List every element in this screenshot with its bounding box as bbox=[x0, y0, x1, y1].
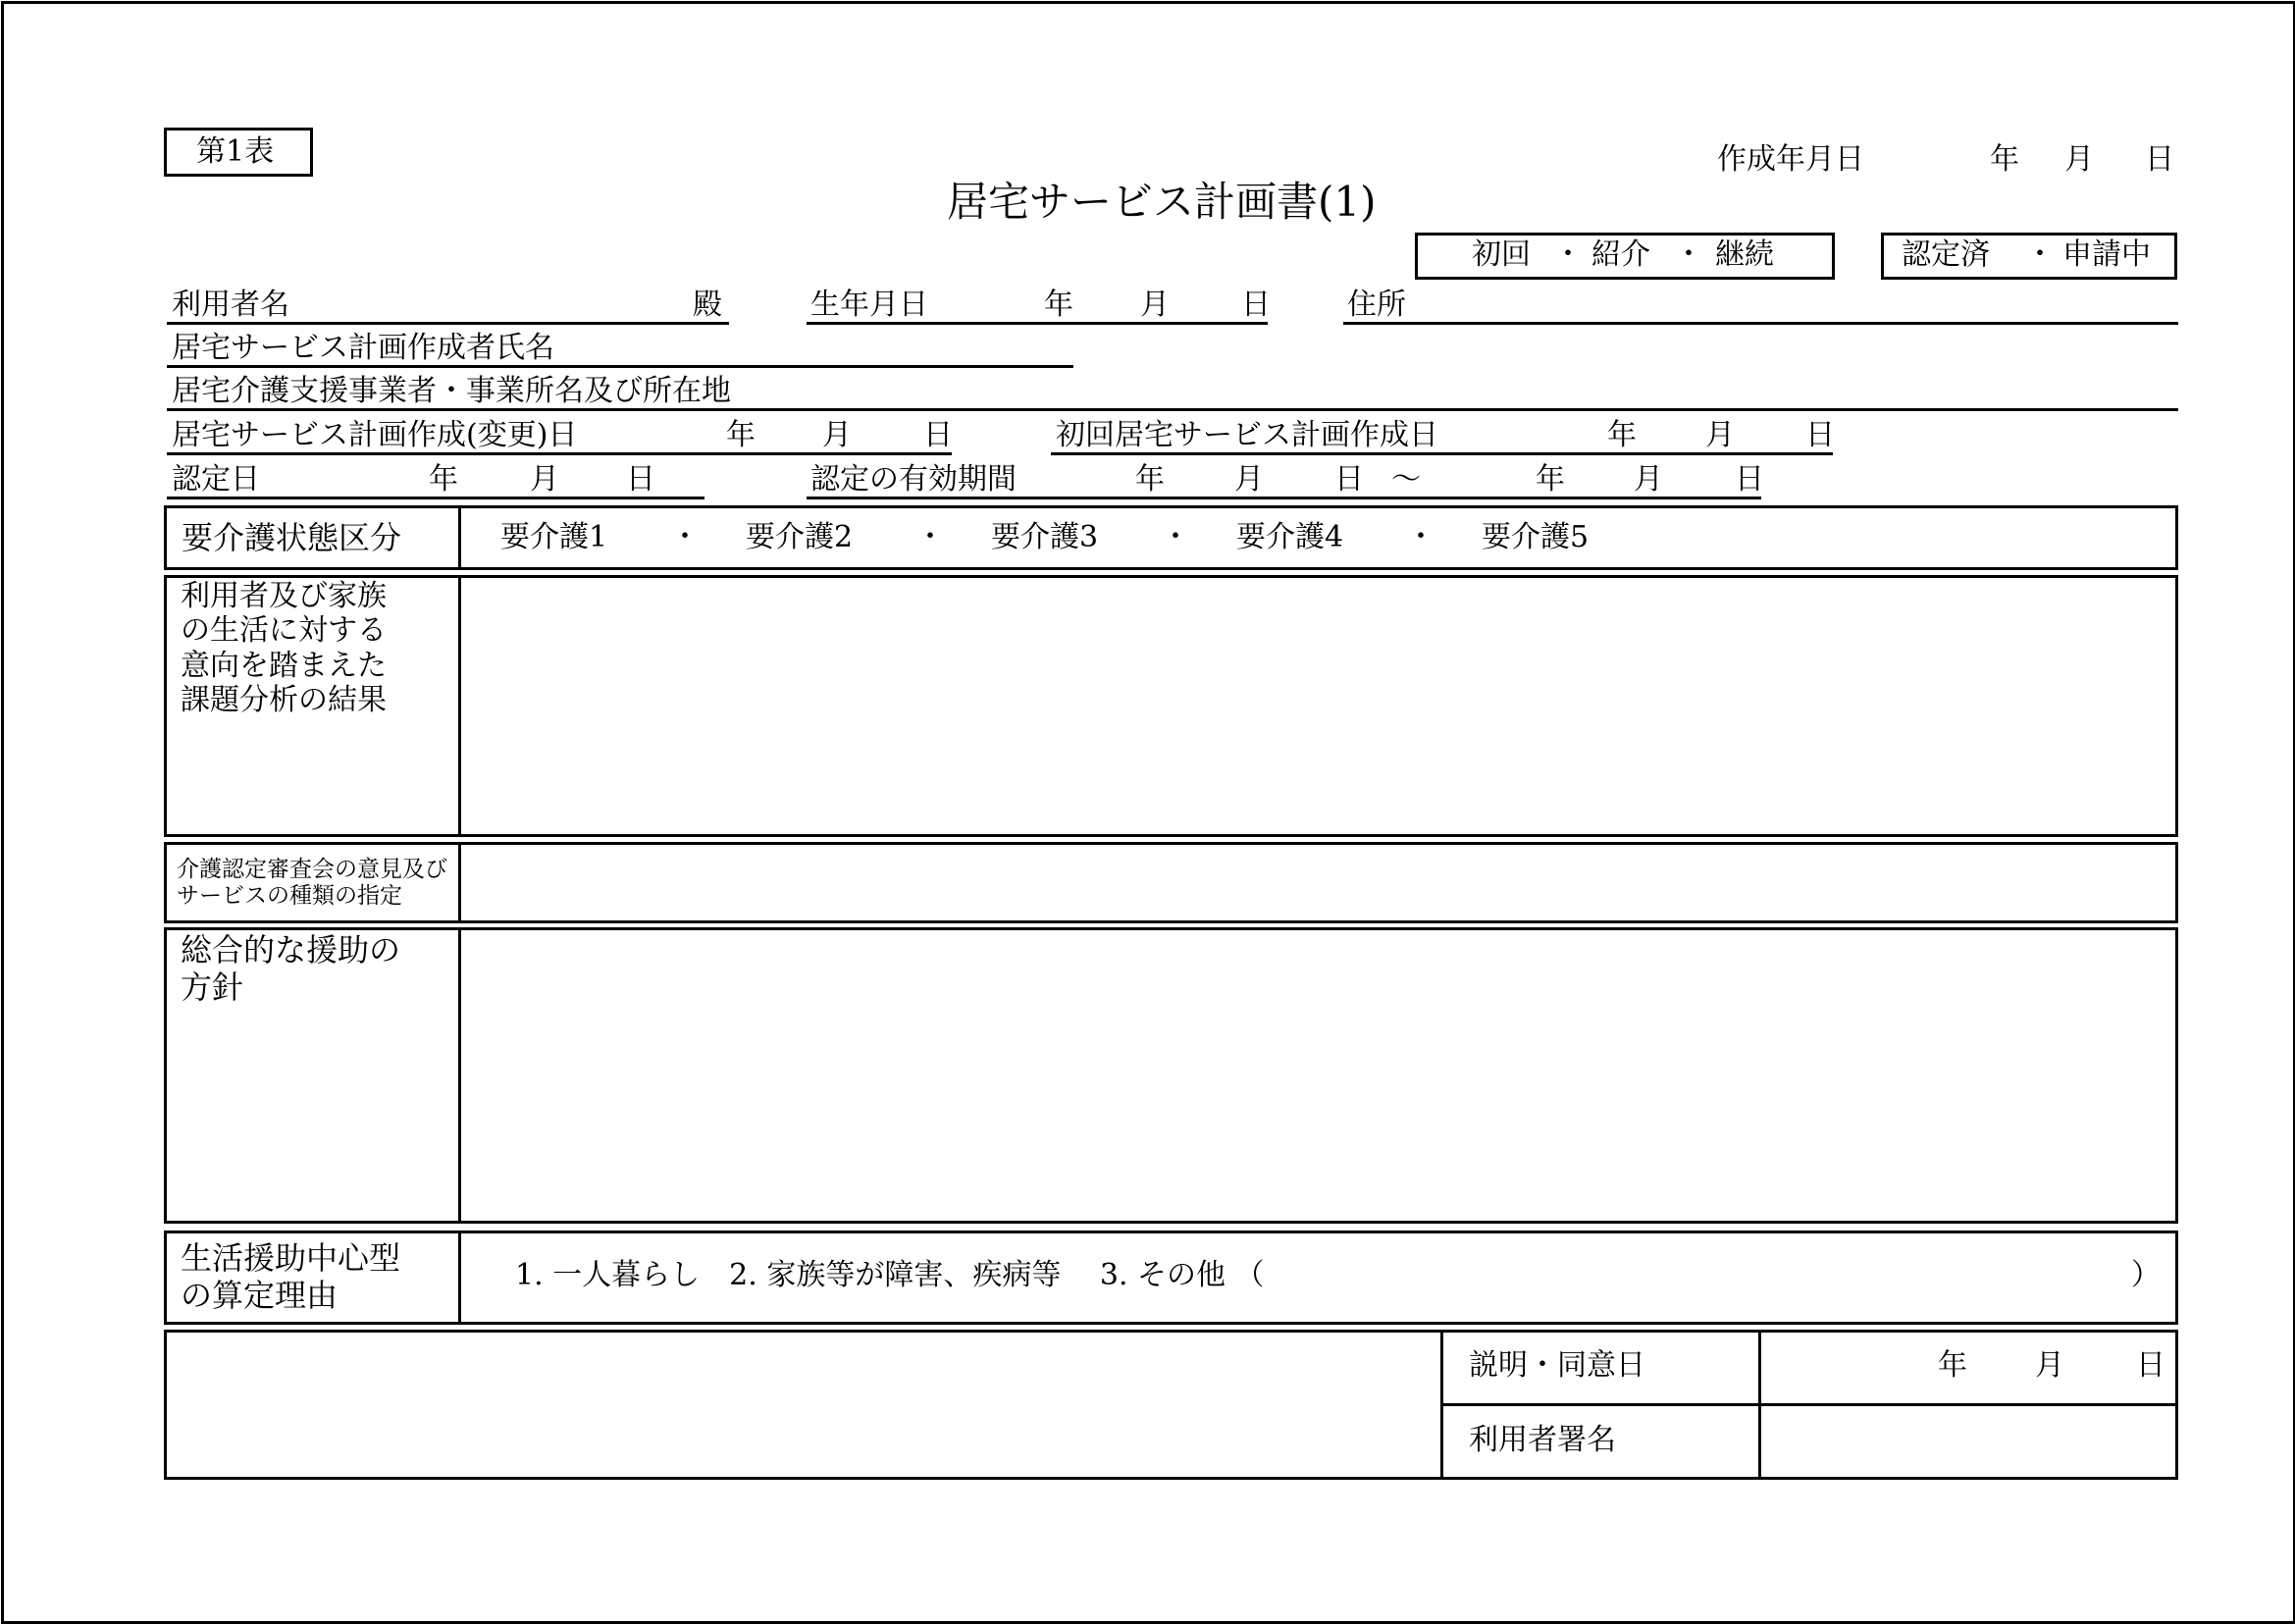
plan-date-underline bbox=[167, 452, 952, 455]
birth-date-label: 生年月日 bbox=[810, 288, 928, 322]
office-underline[interactable] bbox=[167, 408, 2178, 411]
valid-from-month[interactable]: 月 bbox=[1234, 462, 1264, 497]
valid-from-day[interactable]: 日 bbox=[1334, 462, 1364, 497]
user-name-label: 利用者名 bbox=[172, 288, 289, 322]
life-support-divider bbox=[458, 1231, 461, 1325]
support-policy-divider bbox=[458, 927, 461, 1224]
consent-notes-area[interactable] bbox=[169, 1335, 1436, 1476]
care-level-sep-1: ・ bbox=[670, 520, 700, 554]
committee-opinion-label: 介護認定審査会の意見及び サービスの種類の指定 bbox=[177, 857, 447, 910]
care-level-sep-4: ・ bbox=[1406, 520, 1435, 554]
care-level-3[interactable]: 要介護3 bbox=[991, 520, 1099, 554]
cert-date-label: 認定日 bbox=[172, 462, 260, 497]
consent-year[interactable]: 年 bbox=[1938, 1348, 1967, 1383]
plan-type-continuation[interactable]: 継続 bbox=[1715, 237, 1774, 272]
cert-date-underline bbox=[167, 497, 704, 499]
first-plan-month[interactable]: 月 bbox=[1705, 418, 1735, 452]
office-label: 居宅介護支援事業者・事業所名及び所在地 bbox=[172, 374, 731, 408]
plan-date-year[interactable]: 年 bbox=[726, 418, 756, 452]
care-level-1[interactable]: 要介護1 bbox=[500, 520, 608, 554]
created-day[interactable]: 日 bbox=[2145, 142, 2174, 177]
address-label: 住所 bbox=[1347, 288, 1406, 322]
issue-analysis-label: 利用者及び家族 の生活に対する 意向を踏まえた 課題分析の結果 bbox=[181, 579, 387, 718]
plan-date-month[interactable]: 月 bbox=[822, 418, 852, 452]
plan-date-day[interactable]: 日 bbox=[923, 418, 953, 452]
created-month[interactable]: 月 bbox=[2064, 142, 2094, 177]
cert-status-certified[interactable]: 認定済 bbox=[1902, 237, 1990, 272]
honorific: 殿 bbox=[693, 288, 722, 322]
cert-year[interactable]: 年 bbox=[429, 462, 458, 497]
care-level-sep-3: ・ bbox=[1161, 520, 1190, 554]
user-signature-label: 利用者署名 bbox=[1469, 1423, 1616, 1457]
user-name-underline[interactable] bbox=[167, 322, 729, 325]
committee-opinion-divider bbox=[458, 842, 461, 923]
planner-name-underline[interactable] bbox=[167, 365, 1073, 368]
care-level-2[interactable]: 要介護2 bbox=[746, 520, 854, 554]
life-support-close-paren: ） bbox=[2131, 1258, 2161, 1292]
life-support-label: 生活援助中心型 の算定理由 bbox=[181, 1239, 401, 1314]
valid-to-day[interactable]: 日 bbox=[1735, 462, 1764, 497]
user-signature-field[interactable] bbox=[1763, 1407, 2172, 1476]
first-plan-year[interactable]: 年 bbox=[1607, 418, 1637, 452]
page-title: 居宅サービス計画書(1) bbox=[947, 178, 1377, 226]
cert-status-applying[interactable]: 申請中 bbox=[2062, 237, 2151, 272]
consent-row-divider bbox=[1440, 1403, 2178, 1406]
issue-analysis-content[interactable] bbox=[463, 579, 2172, 832]
care-level-4[interactable]: 要介護4 bbox=[1236, 520, 1344, 554]
cert-status-dot: ・ bbox=[2025, 237, 2055, 272]
created-year[interactable]: 年 bbox=[1990, 142, 2019, 177]
consent-day[interactable]: 日 bbox=[2136, 1348, 2165, 1383]
created-date-label: 作成年月日 bbox=[1717, 142, 1864, 177]
support-policy-content[interactable] bbox=[463, 932, 2172, 1219]
consent-month[interactable]: 月 bbox=[2035, 1348, 2064, 1383]
issue-analysis-divider bbox=[458, 575, 461, 837]
address-underline[interactable] bbox=[1343, 322, 2178, 325]
care-level-5[interactable]: 要介護5 bbox=[1482, 520, 1590, 554]
life-support-options[interactable]: 1. 一人暮らし 2. 家族等が障害、疾病等 3. その他 （ bbox=[515, 1258, 1265, 1292]
first-plan-date-underline bbox=[1051, 452, 1833, 455]
committee-opinion-content[interactable] bbox=[463, 846, 2172, 918]
care-level-sep-2: ・ bbox=[915, 520, 945, 554]
care-level-label: 要介護状態区分 bbox=[182, 519, 402, 556]
first-plan-date-label: 初回居宅サービス計画作成日 bbox=[1056, 418, 1438, 452]
consent-date-label: 説明・同意日 bbox=[1469, 1348, 1645, 1383]
birth-day[interactable]: 日 bbox=[1241, 288, 1271, 322]
plan-type-first[interactable]: 初回 bbox=[1472, 237, 1531, 272]
care-level-divider bbox=[458, 505, 461, 570]
birth-year[interactable]: 年 bbox=[1044, 288, 1073, 322]
cert-day[interactable]: 日 bbox=[626, 462, 655, 497]
plan-date-label: 居宅サービス計画作成(変更)日 bbox=[172, 418, 578, 452]
valid-period-label: 認定の有効期間 bbox=[810, 462, 1017, 497]
valid-period-underline bbox=[807, 497, 1761, 499]
valid-to-year[interactable]: 年 bbox=[1536, 462, 1565, 497]
plan-type-referral[interactable]: 紹介 bbox=[1591, 237, 1650, 272]
planner-name-label: 居宅サービス計画作成者氏名 bbox=[172, 331, 554, 365]
first-plan-day[interactable]: 日 bbox=[1805, 418, 1835, 452]
support-policy-label: 総合的な援助の 方針 bbox=[181, 931, 401, 1006]
cert-month[interactable]: 月 bbox=[530, 462, 559, 497]
form-number: 第1表 bbox=[196, 134, 275, 169]
birth-month[interactable]: 月 bbox=[1140, 288, 1170, 322]
valid-period-tilde: ～ bbox=[1391, 462, 1421, 497]
valid-from-year[interactable]: 年 bbox=[1135, 462, 1165, 497]
plan-type-dot-1: ・ bbox=[1553, 237, 1583, 272]
plan-type-dot-2: ・ bbox=[1674, 237, 1703, 272]
birth-date-underline bbox=[807, 322, 1268, 325]
valid-to-month[interactable]: 月 bbox=[1634, 462, 1663, 497]
